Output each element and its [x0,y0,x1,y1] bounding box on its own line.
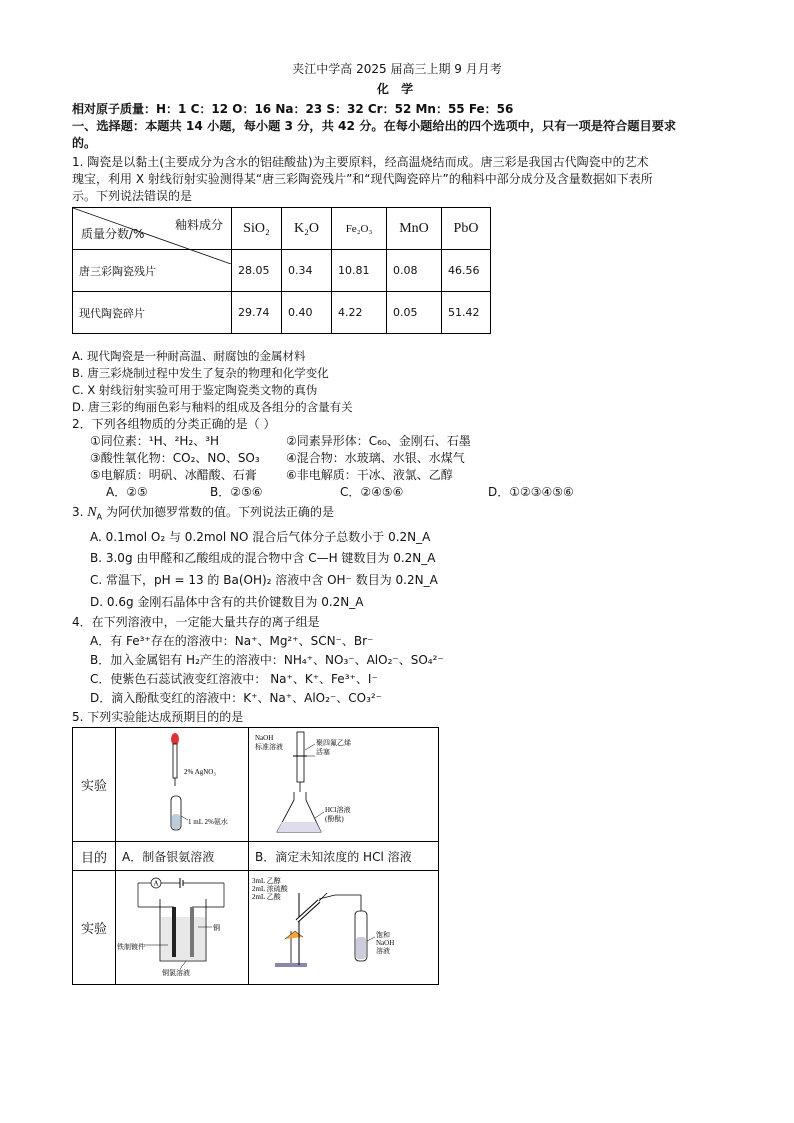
q1-stem-2: 瑰宝，利用 X 射线衍射实验测得某“唐三彩陶瓷残片”和“现代陶瓷碎片”的釉料中部分成分及含量数据如下表所 [72,172,653,186]
fig-a-bottom-label: 1 mL 2%氨水 [188,818,228,827]
exam-title: 夹江中学高 2025 届高三上期 9 月月考 [292,62,502,76]
q2-option-c: C．②④⑤⑥ [340,485,404,499]
glaze-table [72,207,491,334]
q3-stem [72,504,722,525]
q2-item: ③酸性氧化物：CO₂、NO、SO₃ [90,451,260,465]
table-cell: 0.08 [387,250,442,292]
q3-option-a: A. 0.1mol O₂ 与 0.2mol NO 混合后气体分子总数小于 0.2N_A [90,530,431,545]
q1-stem-1: 1. 陶瓷是以黏土(主要成分为含水的铝硅酸盐)为主要原料，经高温烧结而成。唐三彩是我国古代陶瓷中的艺术 [72,155,649,169]
table-cell: 28.05 [232,250,282,292]
na-subscript: A [96,512,103,522]
col-header: Fe₂O₃ [332,208,387,250]
figure-a-dropper-testtube [116,728,248,838]
q2-row-1 [72,433,722,450]
q5-stem: 5. 下列实验能达成预期目的的是 [72,710,244,725]
q1-stem-3: 示。下列说法错误的是 [72,189,193,203]
q2-option-b: B．②⑤⑥ [210,485,263,499]
subject-title: 化 学 [376,82,418,96]
col-header: K₂O [282,208,332,250]
fig-d-saturated: 饱和 [376,931,390,940]
q2-item: ②同素异形体：C₆₀、金刚石、石墨 [286,434,471,448]
table-corner-cell [73,208,232,250]
section-heading-cont: 的。 [72,136,97,150]
q1-option-b: B. 唐三彩烧制过程中发生了复杂的物理和化学变化 [72,366,329,380]
q3-option-c: C. 常温下，pH = 13 的 Ba(OH)₂ 溶液中含 OH⁻ 数目为 0.2N_A [90,573,438,588]
q2-options [72,484,722,501]
figure-b-titration [249,728,438,838]
q2-option-d: D．①②③④⑤⑥ [488,485,574,499]
corner-bottom-label: 质量分数/% [81,227,145,241]
figure-d-cell [249,871,439,985]
fig-d-acetic: 2mL 乙酸 [252,893,281,902]
q3-option-b: B. 3.0g 由甲醛和乙酸组成的混合物中含 C—H 键数目为 0.2N_A [90,551,436,566]
q2-item: ④混合物：水玻璃、水银、水煤气 [286,451,465,465]
q3-stem-text: 为阿伏加德罗常数的值。下列说法正确的是 [105,505,334,519]
figure-c-cell [116,871,249,985]
corner-top-label: 釉料成分 [174,218,223,232]
figure-a-cell [116,728,249,842]
q4-option-c: C．使紫色石蕊试液变红溶液中： Na⁺、K⁺、Fe³⁺、I⁻ [90,672,378,687]
ammeter-label: A [153,879,159,888]
fig-c-left-label: 铁制镀件 [117,943,145,952]
row-label-experiment: 实验 [73,728,116,842]
table-cell: 51.42 [442,292,491,334]
table-cell: 0.40 [282,292,332,334]
table-cell: 29.74 [232,292,282,334]
q2-stem: 2．下列各组物质的分类正确的是（ ） [72,417,276,431]
goal-b: B．滴定未知浓度的 HCl 溶液 [249,842,439,871]
fig-b-phenolphthalein: (酚酞) [325,815,344,824]
q4-option-a: A．有 Fe³⁺存在的溶液中：Na⁺、Mg²⁺、SCN⁻、Br⁻ [90,634,374,649]
section-heading: 一、选择题：本题共 14 小题，每小题 3 分，共 42 分。在每小题给出的四个选项中，只有一项是符合题目要求 [72,119,677,133]
goal-a: A．制备银氨溶液 [116,842,249,871]
figure-d-esterification [249,871,438,981]
row-label: 现代陶瓷碎片 [73,292,232,334]
q4-stem: 4．在下列溶液中，一定能大量共存的离子组是 [72,615,320,630]
figure-b-cell [249,728,439,842]
q2-option-a: A．②⑤ [106,485,148,499]
q2-row-2 [72,450,722,467]
table-cell: 0.05 [387,292,442,334]
row-label: 唐三彩陶瓷残片 [73,250,232,292]
fig-b-naoh: NaOH [255,734,274,743]
fig-b-valve: 活塞 [316,748,330,757]
fig-d-sulfuric: 2mL 浓硫酸 [252,885,288,894]
col-header: SiO₂ [232,208,282,250]
row-label-experiment: 实验 [73,871,116,985]
table-cell: 4.22 [332,292,387,334]
q2-item: ⑥非电解质：干冰、液氯、乙醇 [286,468,453,482]
col-header: PbO [442,208,491,250]
q2-row-3 [72,467,722,484]
q1-option-d: D. 唐三彩的绚丽色彩与釉料的组成及各组分的含量有关 [72,400,353,414]
fig-d-ethanol: 3mL 乙醇 [252,877,281,886]
q2-item: ①同位素：¹H、²H₂、³H [90,434,220,448]
fig-c-right-label: 铜 [213,924,220,933]
fig-c-solution-label: 铜氯溶液 [162,969,190,978]
row-label-goal: 目的 [73,842,116,871]
q4-option-b: B．加入金属铝有 H₂产生的溶液中：NH₄⁺、NO₃⁻、AlO₂⁻、SO₄²⁻ [90,653,444,668]
fig-b-ptfe: 聚四氟乙烯 [316,739,351,748]
q1-option-a: A. 现代陶瓷是一种耐高温、耐腐蚀的金属材料 [72,349,306,363]
na-symbol: N [87,505,97,520]
q3-number: 3. [72,505,84,519]
atomic-mass-line: 相对原子质量：H：1 C：12 O：16 Na：23 S：32 Cr：52 Mn：55 Fe：56 [72,102,514,116]
figure-c-electroplating [116,871,248,981]
table-row [73,292,491,334]
fig-a-top-label: 2% AgNO₃ [184,768,216,777]
table-cell: 0.34 [282,250,332,292]
fig-b-hcl: HCl溶液 [325,806,351,815]
table-cell: 46.56 [442,250,491,292]
q4-option-d: D．滴入酚酞变红的溶液中：K⁺、Na⁺、AlO₂⁻、CO₃²⁻ [90,691,383,706]
fig-d-naoh: NaOH [376,939,395,948]
table-cell: 10.81 [332,250,387,292]
fig-b-standard: 标准溶液 [255,743,283,752]
q2-item: ⑤电解质：明矾、冰醋酸、石膏 [90,468,257,482]
experiment-table [72,727,439,985]
q1-option-c: C. X 射线衍射实验可用于鉴定陶瓷类文物的真伪 [72,383,318,397]
col-header: MnO [387,208,442,250]
exam-page [72,58,722,985]
fig-d-solution: 溶液 [376,947,390,956]
q3-option-d: D. 0.6g 金刚石晶体中含有的共价键数目为 0.2N_A [90,595,364,610]
